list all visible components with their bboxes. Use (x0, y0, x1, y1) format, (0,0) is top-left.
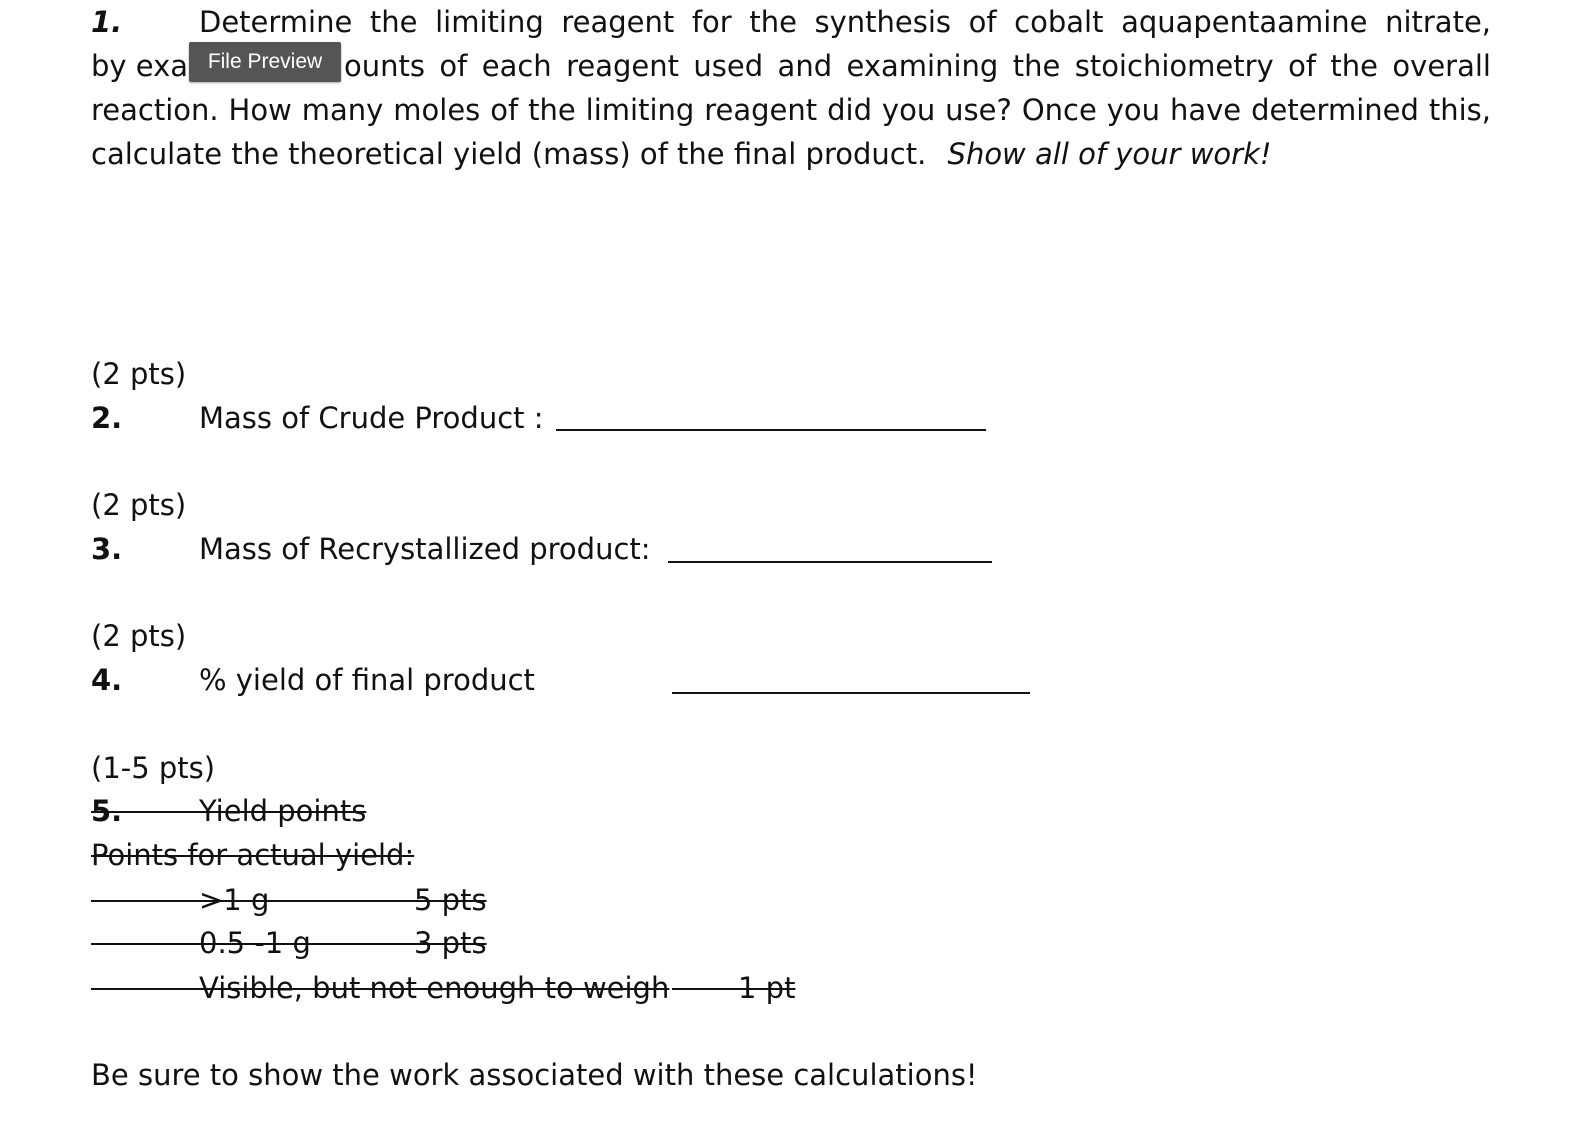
question-1-text-line-2-end: ounts of each reagent used and examining the stoichiometry of the overall (344, 49, 1491, 83)
question-5-points: (1-5 pts) (91, 751, 216, 785)
question-3-points: (2 pts) (91, 488, 187, 522)
question-3-label: Mass of Recrystallized product: (199, 532, 651, 566)
question-1 (91, 0, 1491, 176)
question-5-label: Yield points (199, 794, 367, 828)
yield-row-1-score: 5 pts (414, 883, 487, 917)
question-3-number: 3. (91, 532, 123, 566)
question-2-points: (2 pts) (91, 357, 187, 391)
question-2-answer-line[interactable] (556, 429, 986, 431)
yield-row-2-amount: 0.5 -1 g (199, 926, 311, 960)
yield-row-1-amount: >1 g (199, 883, 270, 917)
question-1-line-3 (91, 88, 1491, 132)
question-1-text-line-1: Determine the limiting reagent for the synthesis of cobalt aquapentaamine nitrate, (199, 5, 1491, 39)
question-5-number: 5. (91, 794, 123, 828)
question-1-text-line-3: reaction. How many moles of the limiting reagent did you use? Once you have determined this, (91, 93, 1491, 127)
question-4-label: % yield of final product (199, 663, 535, 697)
file-preview-tooltip[interactable]: File Preview (189, 42, 341, 82)
yield-row-1-mid-rule (262, 900, 414, 902)
yield-row-3-score: 1 pt (738, 971, 796, 1005)
question-4-answer-line[interactable] (672, 692, 1030, 694)
question-2-number: 2. (91, 401, 123, 435)
question-1-text-line-2-start: by exa (91, 49, 189, 83)
yield-row-2-lead-rule (91, 943, 199, 945)
question-3-answer-line[interactable] (668, 561, 992, 563)
question-1-line-4 (91, 132, 1491, 176)
question-4-number: 4. (91, 663, 123, 697)
question-1-emphasis: Show all of your work! (947, 137, 1272, 171)
question-1-text-line-4: calculate the theoretical yield (mass) of the final product. (91, 137, 927, 171)
question-1-line-1 (91, 0, 1491, 44)
question-4-points: (2 pts) (91, 619, 187, 653)
question-1-number: 1. (91, 5, 123, 39)
yield-row-3-lead-rule (91, 988, 199, 990)
yield-row-2-score: 3 pts (414, 926, 487, 960)
question-2-label: Mass of Crude Product : (199, 401, 544, 435)
question-5-strike-connector (118, 811, 200, 813)
yield-row-3-mid-rule (672, 988, 738, 990)
yield-row-2-mid-rule (310, 943, 414, 945)
yield-row-1-lead-rule (91, 900, 199, 902)
question-5-subheading: Points for actual yield: (91, 838, 415, 872)
footer-note: Be sure to show the work associated with these calculations! (91, 1058, 978, 1092)
yield-row-3-amount: Visible, but not enough to weigh (199, 971, 670, 1005)
